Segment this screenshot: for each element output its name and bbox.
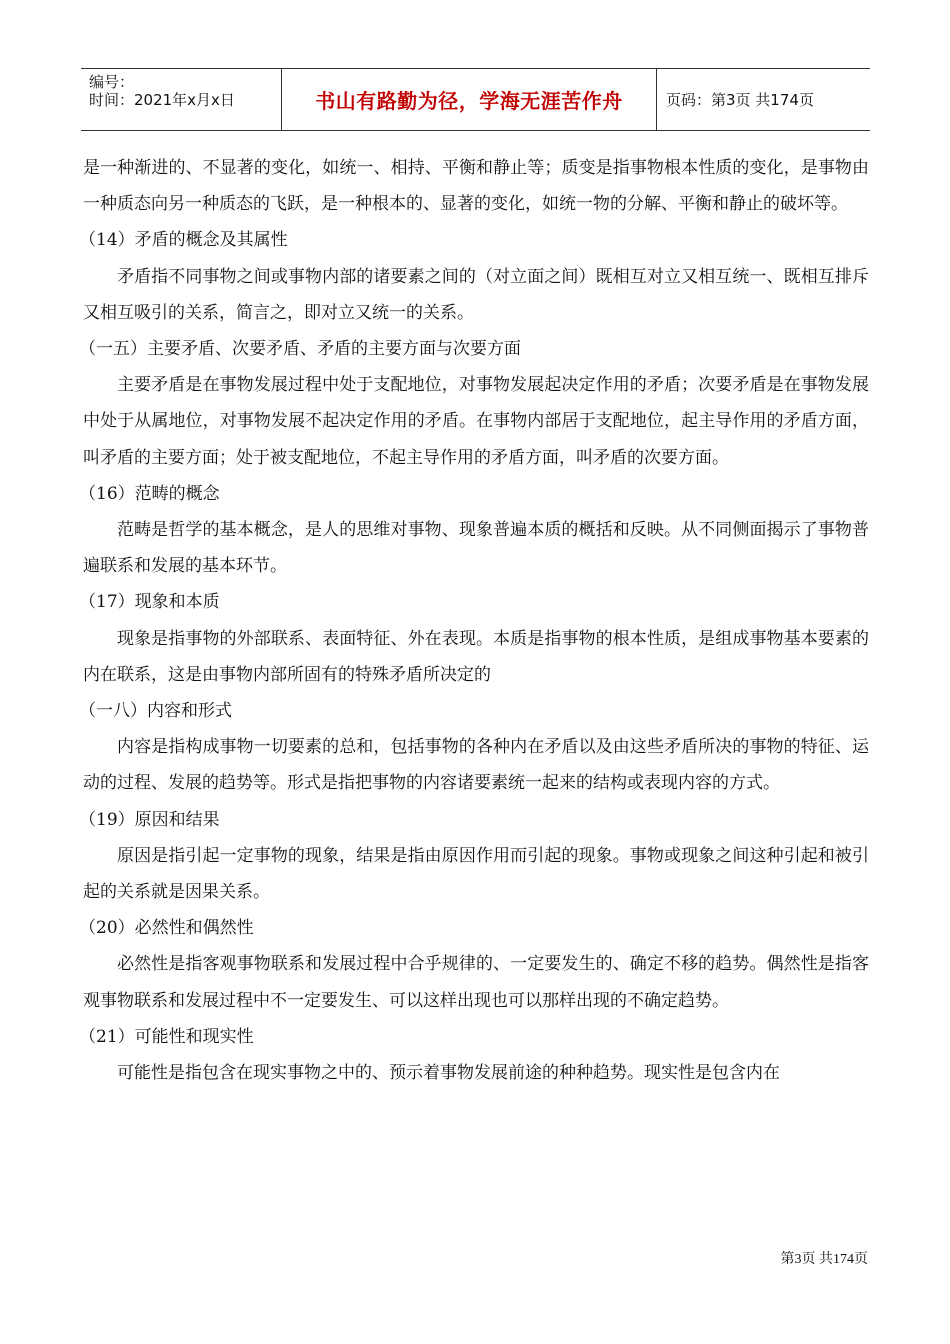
header-page-cell — [656, 69, 870, 130]
time-label: 时间：2021年x月x日 — [89, 91, 235, 109]
header-page-info: 页码：第3页 共174页 — [666, 91, 814, 109]
paragraph: 原因是指引起一定事物的现象，结果是指由原因作用而引起的现象。事物或现象之间这种引起和被引起的关系就是因果关系。 — [83, 845, 869, 903]
paragraph: 矛盾指不同事物之间或事物内部的诸要素之间的（对立面之间）既相互对立又相互统一、既相互排斥又相互吸引的关系，简言之，即对立又统一的关系。 — [83, 266, 869, 323]
paragraph: 可能性是指包含在现实事物之中的、预示着事物发展前途的种种趋势。现实性是包含内在 — [117, 1063, 780, 1084]
header-motto-cell — [281, 69, 657, 130]
paragraph: 是一种渐进的、不显著的变化，如统一、相持、平衡和静止等；质变是指事物根本性质的变化，是事物由一种质态向另一种质态的飞跃，是一种根本的、显著的变化，如统一物的分解、平衡和静止的破坏等。 — [83, 158, 869, 215]
motto: 书山有路勤为径，学海无涯苦作舟 — [315, 89, 623, 113]
document-header — [81, 68, 870, 131]
section-heading: （一八）内容和形式 — [79, 701, 232, 722]
section-heading: （21）可能性和现实性 — [79, 1026, 254, 1047]
page-footer: 第3页 共174页 — [780, 1252, 868, 1267]
header-meta — [81, 69, 281, 130]
document-body — [79, 150, 869, 1091]
section-heading: （一五）主要矛盾、次要矛盾、矛盾的主要方面与次要方面 — [79, 339, 521, 360]
section-heading: （16）范畴的概念 — [79, 483, 220, 504]
paragraph: 主要矛盾是在事物发展过程中处于支配地位，对事物发展起决定作用的矛盾；次要矛盾是在事物发展中处于从属地位，对事物发展不起决定作用的矛盾。在事物内部居于支配地位，起主导作用的矛盾方面，叫矛盾的主要方面；处于被支配地位，不起主导作用的矛盾方面，叫矛盾的次要方面。 — [83, 375, 869, 468]
paragraph: 范畴是哲学的基本概念，是人的思维对事物、现象普遍本质的概括和反映。从不同侧面揭示了事物普遍联系和发展的基本环节。 — [83, 520, 869, 577]
section-heading: （17）现象和本质 — [79, 592, 220, 613]
section-heading: （19）原因和结果 — [79, 809, 220, 830]
code-label: 编号： — [89, 73, 135, 91]
paragraph: 现象是指事物的外部联系、表面特征、外在表现。本质是指事物的根本性质，是组成事物基本要素的内在联系，这是由事物内部所固有的特殊矛盾所决定的 — [83, 628, 869, 685]
section-heading: （20）必然性和偶然性 — [79, 918, 254, 939]
paragraph: 内容是指构成事物一切要素的总和，包括事物的各种内在矛盾以及由这些矛盾所决的事物的特征、运动的过程、发展的趋势等。形式是指把事物的内容诸要素统一起来的结构或表现内容的方式。 — [83, 737, 869, 794]
paragraph: 必然性是指客观事物联系和发展过程中合乎规律的、一定要发生的、确定不移的趋势。偶然性是指客观事物联系和发展过程中不一定要发生、可以这样出现也可以那样出现的不确定趋势。 — [83, 954, 869, 1011]
section-heading: （14）矛盾的概念及其属性 — [79, 230, 288, 251]
